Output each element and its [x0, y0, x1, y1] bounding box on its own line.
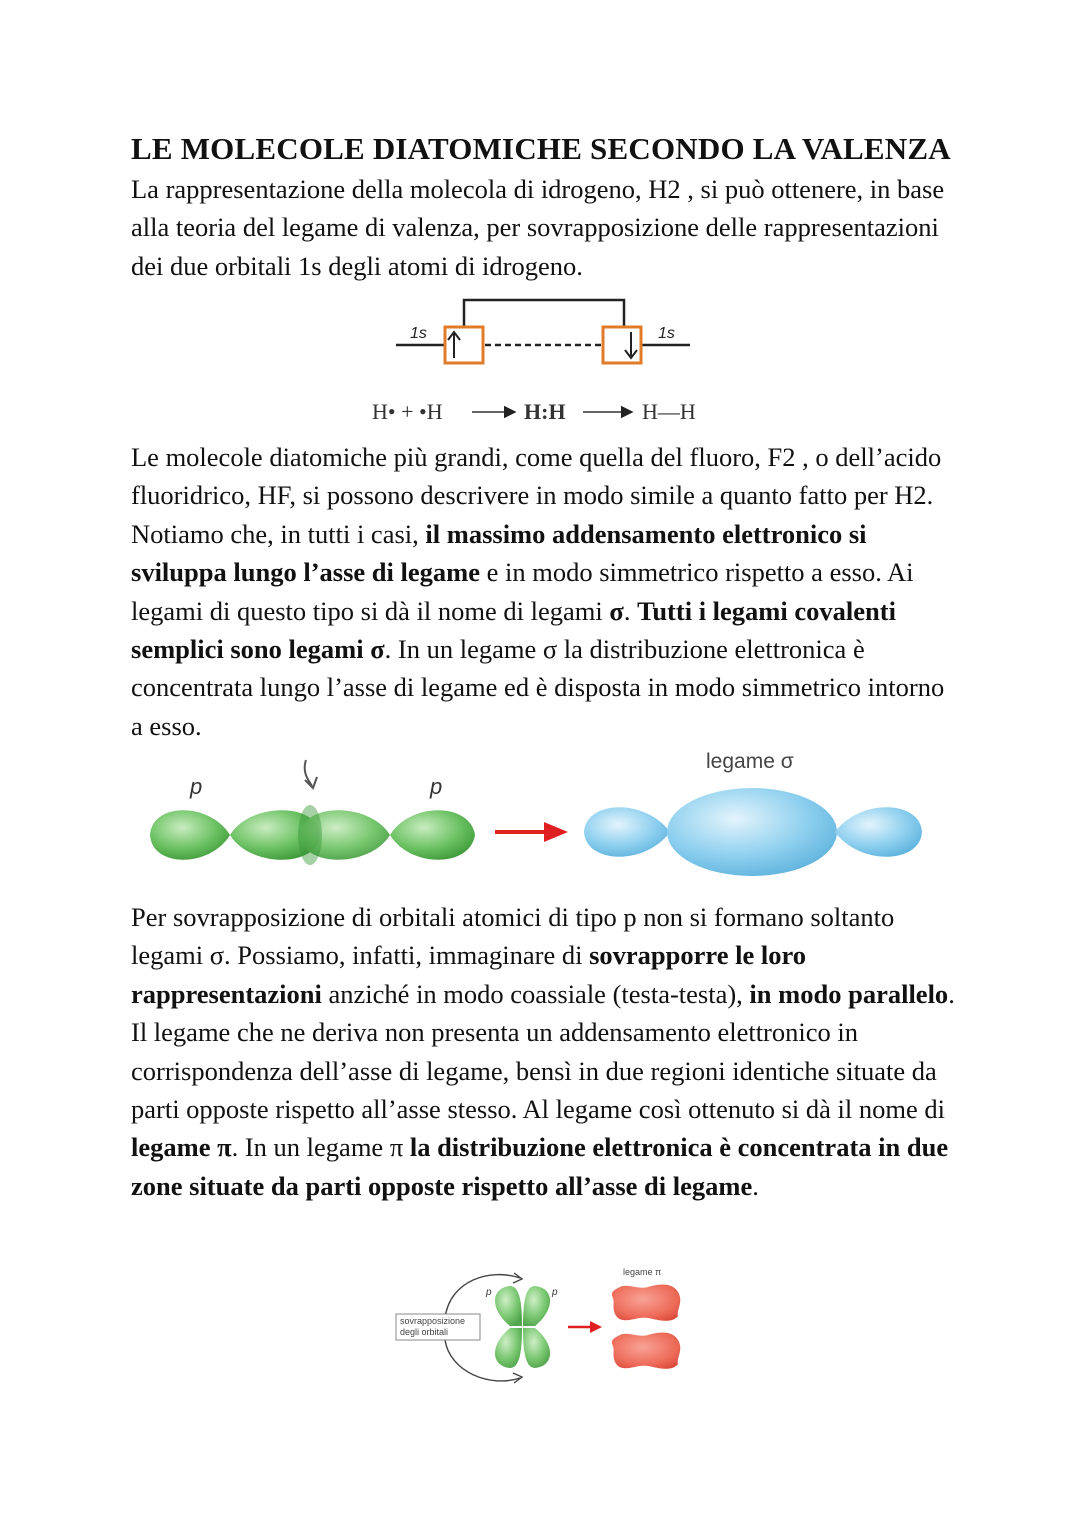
- pi-lobe-top: [612, 1285, 680, 1321]
- sigma-lobe-right: [835, 807, 922, 857]
- overlap-label-line1: sovrapposizione: [400, 1316, 466, 1326]
- paragraph-pi: Per sovrapposizione di orbitali atomici di tipo p non si formano soltanto legami σ. Possiamo, infatti, immaginare di sovrapporre le loro rappresentazioni anziché in modo coassiale (testa-testa), in modo parallelo. Il legame che ne deriva non presenta un addensamento elettronico in corrispondenza dell’asse di legame, bensì in due regioni identiche situate da parti opposte rispetto all’asse stesso. Al legame così ottenuto si dà il nome di legame π. In un legame π la distribuzione elettronica è concentrata in due zone situate da parti opposte rispetto all’asse di legame.: [131, 902, 955, 1201]
- emphasis: il massimo addensamento elettronico si sviluppa lungo l’asse di legame: [131, 518, 867, 588]
- pi-bond-label: legame π: [623, 1267, 662, 1277]
- right-orbital-box: [603, 327, 641, 363]
- emphasis: Tutti i legami covalenti semplici sono legami σ: [131, 595, 896, 665]
- equation-reactants: H• + •H: [372, 399, 443, 424]
- page-title: LE MOLECOLE DIATOMICHE SECONDO LA VALENZA: [131, 131, 951, 166]
- overlap-label-line2: degli orbitali: [400, 1327, 449, 1337]
- left-1s-label: 1s: [410, 325, 427, 342]
- paragraph-h2: La rappresentazione della molecola di idrogeno, H2 , si può ottenere, in base alla teoria del legame di valenza, per sovrapposizione delle rappresentazioni dei due orbitali 1s degli atomi di idrogeno.: [131, 174, 945, 281]
- p-orbital-lobe: [523, 1286, 550, 1326]
- p-orbital-lobe: [523, 1328, 550, 1368]
- p-orbital-lobe: [495, 1286, 522, 1326]
- emphasis: σ: [609, 595, 624, 626]
- equation-intermediate: H:H: [524, 399, 566, 424]
- p-orbital-left-lobe: [150, 810, 230, 860]
- p-label-right: p: [552, 1287, 558, 1298]
- sigma-bond-figure: [140, 750, 940, 880]
- sigma-lobe-left: [584, 807, 670, 857]
- pi-bond-figure: [390, 1260, 700, 1395]
- overlap-pointer-icon: [305, 760, 317, 788]
- equation-product: H—H: [642, 399, 696, 424]
- reaction-arrow-icon: [495, 822, 568, 842]
- left-orbital-box: [445, 327, 483, 363]
- h2-orbital-diagram: [360, 290, 740, 430]
- overlap-region: [298, 805, 322, 865]
- p-label-left: p: [190, 774, 203, 799]
- bond-bracket: [464, 300, 624, 327]
- emphasis: la distribuzione elettronica è concentrata in due zone situate da parti opposte rispetto all’asse di legame: [131, 1132, 949, 1201]
- p-orbital-lobe: [495, 1328, 522, 1368]
- p-label-right: p: [430, 774, 443, 799]
- p-label-left: p: [486, 1287, 492, 1298]
- sigma-bond-label: legame σ: [706, 750, 794, 773]
- reaction-arrow-icon: [568, 1321, 602, 1333]
- right-1s-label: 1s: [658, 325, 675, 342]
- paragraph-sigma: Le molecole diatomiche più grandi, come quella del fluoro, F2 , o dell’acido fluoridrico, HF, si possono descrivere in modo simile a quanto fatto per H2. Notiamo che, in tutti i casi, il massimo addensamento elettronico si sviluppa lungo l’asse di legame e in modo simmetrico rispetto a esso. Ai legami di questo tipo si dà il nome di legami σ. Tutti i legami covalenti semplici sono legami σ. In un legame σ la distribuzione elettronica è concentrata lungo l’asse di legame ed è disposta in modo simmetrico intorno a esso.: [131, 442, 945, 741]
- emphasis: in modo parallelo: [749, 978, 949, 1009]
- emphasis: legame π: [131, 1132, 232, 1163]
- emphasis: sovrapporre le loro rappresentazioni: [131, 940, 806, 1009]
- pi-lobe-bottom: [612, 1333, 680, 1369]
- p-orbital-right-lobe: [390, 810, 475, 860]
- sigma-central-lobe: [667, 788, 837, 876]
